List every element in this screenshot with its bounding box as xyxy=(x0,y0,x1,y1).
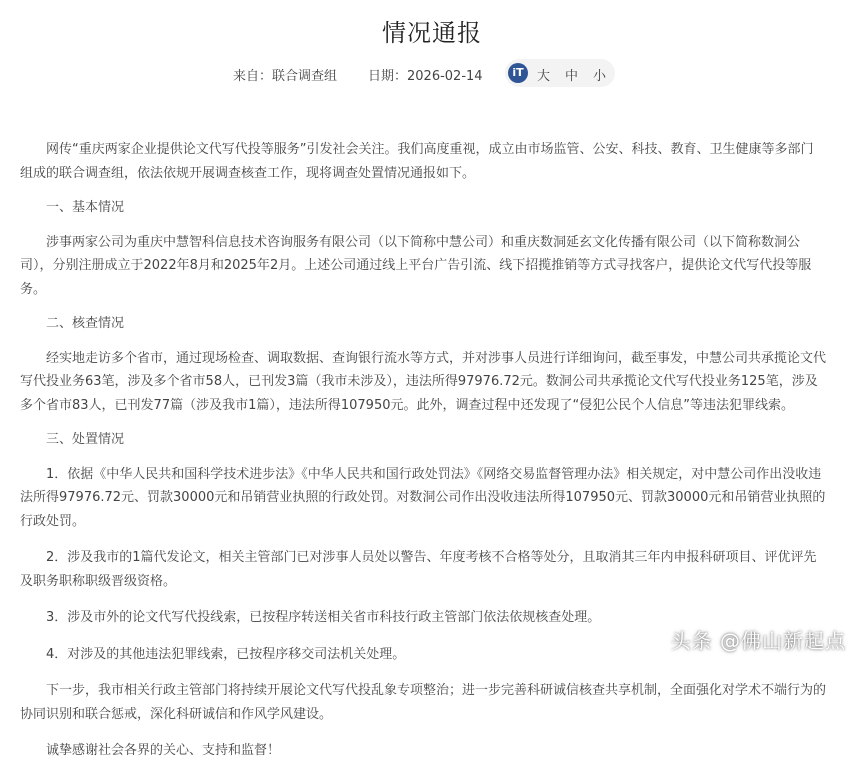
article-source: 来自：联合调查组 xyxy=(233,69,338,84)
article-body xyxy=(20,138,826,763)
article-meta xyxy=(0,58,864,88)
basic-info-paragraph: 涉事两家公司为重庆中慧智科信息技术咨询服务有限公司（以下简称中慧公司）和重庆数洞延玄文化传播有限公司（以下简称数洞公司），分别注册成立于2022年8月和2025年2月。上述公司通过线上平台广告引流、线下招揽推销等方式寻找客户，提供论文代写代投等服务。 xyxy=(20,234,812,297)
font-size-small-button[interactable]: 小 xyxy=(593,69,607,84)
page-title: 情况通报 xyxy=(382,19,482,47)
section-heading-basic: 一、基本情况 xyxy=(46,200,125,215)
intro-paragraph: 网传“重庆两家企业提供论文代写代投等服务”引发社会关注。我们高度重视，成立由市场监管、公安、科技、教育、卫生健康等多部门组成的联合调查组，依法依规开展调查核查工作，现将调查处置情况通报如下。 xyxy=(20,142,814,181)
watermark: 头条 @佛山新起点 xyxy=(670,629,846,653)
investigation-paragraph: 经实地走访多个省市，通过现场检查、调取数据、查询银行流水等方式，并对涉事人员进行详细询问，截至事发，中慧公司共承揽论文代写代投业务63笔，涉及多个省市58人，已刊发3篇（我市未涉及），违法所得97976.72元。数洞公司共承揽论文代写代投业务125笔，涉及多个省市83人，已刊发77篇（涉及我市1篇），违法所得107950元。此外，调查过程中还发现了“侵犯公民个人信息”等违法犯罪线索。 xyxy=(20,350,827,413)
closing-paragraph: 诚挚感谢社会各界的关心、支持和监督！ xyxy=(46,743,281,758)
font-size-icon: iT xyxy=(508,63,528,83)
font-size-medium-button[interactable]: 中 xyxy=(565,69,579,84)
next-steps-paragraph: 下一步，我市相关行政主管部门将持续开展论文代写代投乱象专项整治；进一步完善科研诚信核查共享机制，全面强化对学术不端行为的协同识别和联合惩戒，深化科研诚信和作风学风建设。 xyxy=(20,683,827,722)
section-heading-disposal: 三、处置情况 xyxy=(46,432,125,447)
disposal-item-1: 1．依据《中华人民共和国科学技术进步法》《中华人民共和国行政处罚法》《网络交易监督管理办法》相关规定，对中慧公司作出没收违法所得97976.72元、罚款30000元和吊销营业执照的行政处罚。对数洞公司作出没收违法所得107950元、罚款30000元和吊销营业执照的行政处罚。 xyxy=(20,466,826,529)
section-heading-investigation: 二、核查情况 xyxy=(46,316,125,331)
article-date: 日期：2026-02-14 xyxy=(368,69,483,84)
disposal-item-4: 4．对涉及的其他违法犯罪线索，已按程序移交司法机关处理。 xyxy=(46,646,406,662)
font-size-switcher xyxy=(505,59,615,87)
disposal-item-3: 3．涉及市外的论文代写代投线索，已按程序转送相关省市科技行政主管部门依法依规核查处理。 xyxy=(46,610,601,625)
disposal-item-2: 2．涉及我市的1篇代发论文，相关主管部门已对涉事人员处以警告、年度考核不合格等处分，且取消其三年内申报科研项目、评优评先及职务职称职级晋级资格。 xyxy=(20,550,817,589)
font-size-large-button[interactable]: 大 xyxy=(537,69,551,84)
